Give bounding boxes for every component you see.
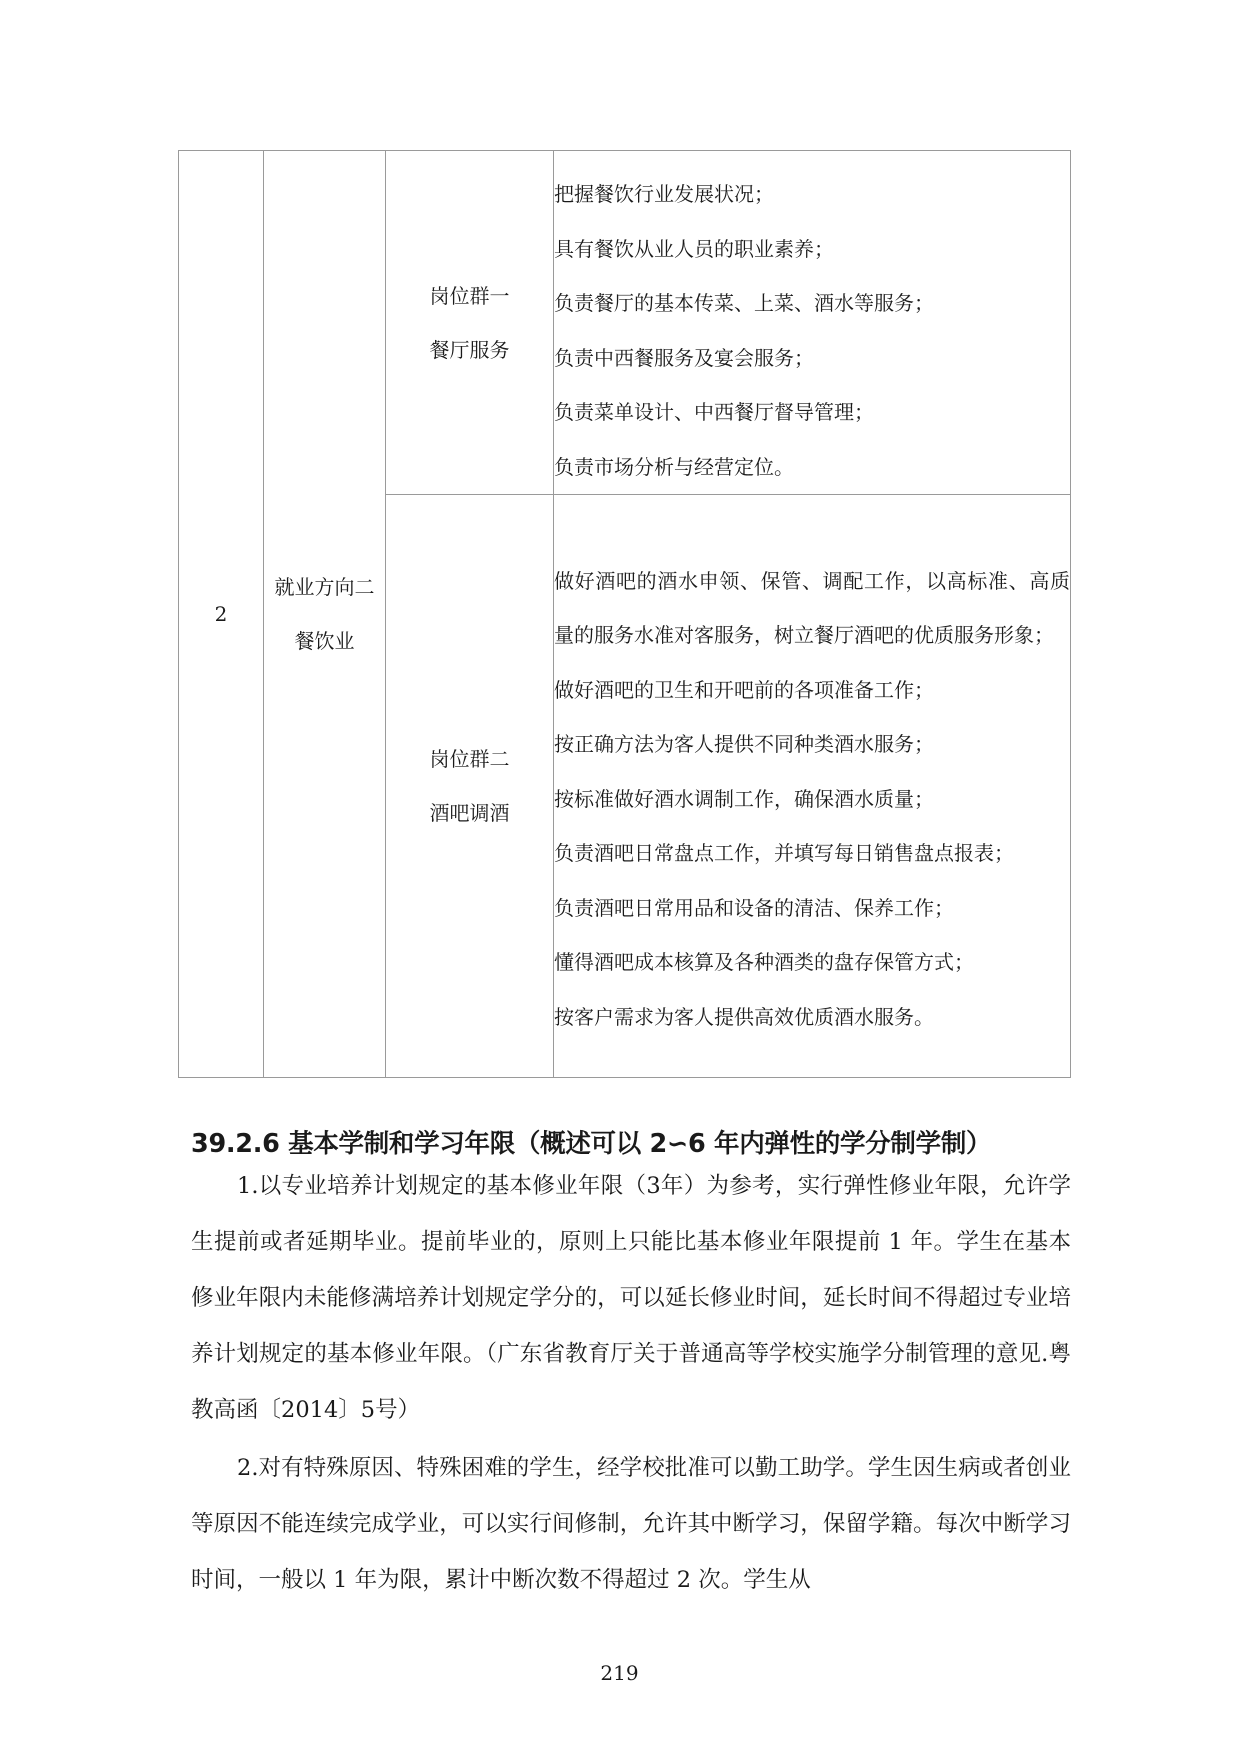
table-row bbox=[179, 151, 1071, 495]
position-group-cell bbox=[386, 151, 554, 495]
duty-item: 做好酒吧的卫生和开吧前的各项准备工作； bbox=[554, 677, 934, 702]
body-paragraph: 2.对有特殊原因、特殊困难的学生，经学校批准可以勤工助学。学生因生病或者创业等原因不能连续完成学业，可以实行间修制，允许其中断学习，保留学籍。每次中断学习时间，一般以 1 年为限，累计中断次数不得超过 2 次。学生从 bbox=[191, 1455, 1071, 1593]
position-group-title: 酒吧调酒 bbox=[429, 801, 510, 825]
section-body bbox=[191, 1158, 1071, 1608]
row-number: 2 bbox=[214, 602, 228, 626]
duty-item: 按正确方法为客人提供不同种类酒水服务； bbox=[554, 732, 934, 757]
row-number-cell bbox=[179, 151, 264, 1078]
duty-item: 负责酒吧日常用品和设备的清洁、保养工作； bbox=[554, 895, 954, 920]
duty-item: 负责餐厅的基本传菜、上菜、酒水等服务； bbox=[554, 291, 934, 315]
duty-item: 做好酒吧的酒水申领、保管、调配工作，以高标准、高质量的服务水准对客服务，树立餐厅酒吧的优质服务形象； bbox=[554, 568, 1070, 648]
duty-item: 具有餐饮从业人员的职业素养； bbox=[554, 236, 834, 261]
duty-item: 按客户需求为客人提供高效优质酒水服务。 bbox=[554, 1004, 934, 1029]
position-group-title: 餐厅服务 bbox=[429, 337, 510, 362]
position-group-label: 岗位群二 bbox=[429, 747, 510, 771]
duty-item: 负责酒吧日常盘点工作，并填写每日销售盘点报表； bbox=[554, 841, 1014, 866]
duty-item: 按标准做好酒水调制工作，确保酒水质量； bbox=[554, 786, 934, 811]
position-group-cell bbox=[386, 495, 554, 1078]
job-positions-table bbox=[178, 150, 1071, 1078]
body-paragraph: 1.以专业培养计划规定的基本修业年限（3年）为参考，实行弹性修业年限，允许学生提前或者延期毕业。提前毕业的，原则上只能比基本修业年限提前 1 年。学生在基本修业年限内未能修满培养计划规定学分的，可以延长修业时间，延长时间不得超过专业培养计划规定的基本修业年限。（广东省教育厅关于普通高等学校实施学分制管理的意见.粤教高函〔2014〕5号） bbox=[191, 1173, 1071, 1423]
direction-label: 就业方向二 bbox=[274, 575, 375, 599]
direction-industry: 餐饮业 bbox=[294, 629, 355, 653]
duties-cell bbox=[554, 495, 1071, 1078]
duties-cell bbox=[554, 151, 1071, 495]
section-heading: 39.2.6 基本学制和学习年限（概述可以 2∽6 年内弹性的学分制学制） bbox=[191, 1129, 992, 1159]
duty-item: 负责市场分析与经营定位。 bbox=[554, 454, 794, 479]
duty-item: 把握餐饮行业发展状况； bbox=[554, 182, 774, 206]
position-group-label: 岗位群一 bbox=[429, 283, 510, 308]
duty-item: 负责菜单设计、中西餐厅督导管理； bbox=[554, 400, 874, 424]
page-number: 219 bbox=[600, 1661, 639, 1685]
duty-item: 负责中西餐服务及宴会服务； bbox=[554, 345, 814, 370]
duty-item: 懂得酒吧成本核算及各种酒类的盘存保管方式； bbox=[554, 950, 974, 975]
employment-direction-cell bbox=[264, 151, 386, 1078]
